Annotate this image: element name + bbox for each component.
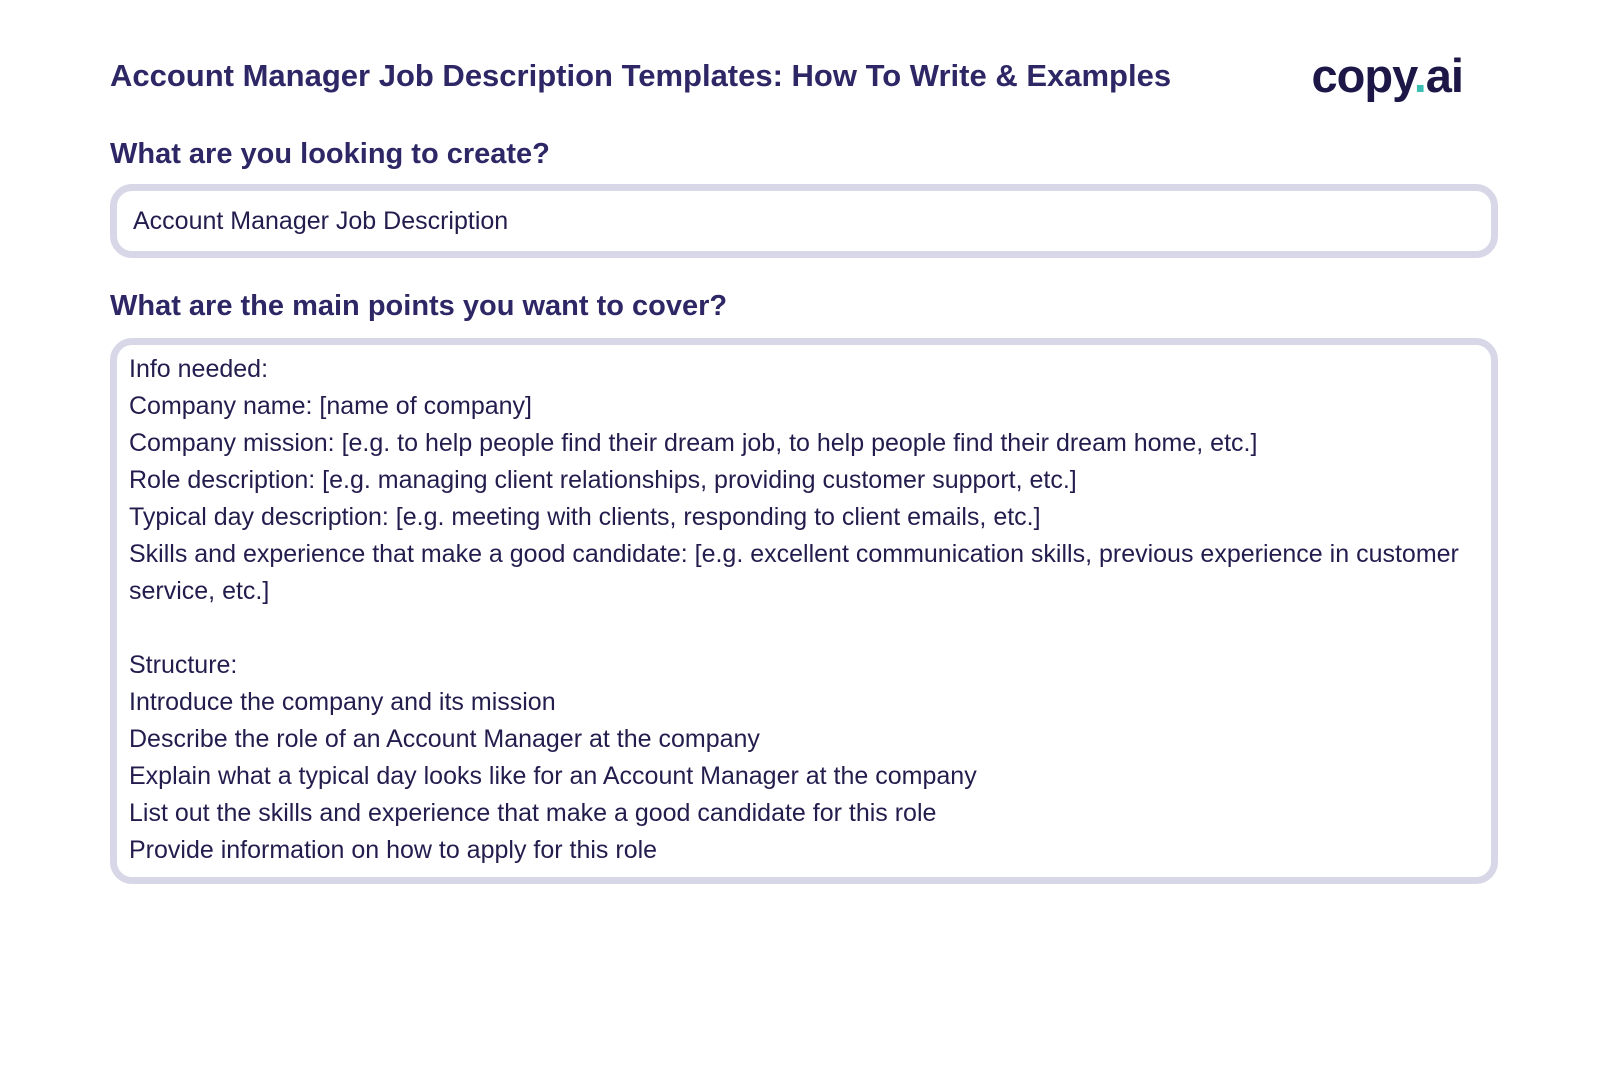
main-points-textarea[interactable]: Info needed: Company name: [name of company] Company mission: [e.g. to help people find their dream job, to help people find their dream home, etc.] Role description: [e.g. managing client relationships, providing customer support, etc.] Typical day description: [e.g. meeting with clients, responding to client emails, etc.] Skills and experience that make a good candidate: [e.g. excellent communication skills, previous experience in customer service, etc.] Structure: Introduce the company and its mission Describe the role of an Account Manager at the company Explain what a typical day looks like for an Account Manager at the company List out the skills and experience that make a good candidate for this role Provide information on how to apply for this role — [110, 338, 1498, 884]
page-title: Account Manager Job Description Templates: How To Write & Examples — [110, 58, 1172, 93]
logo-dot: . — [1413, 49, 1426, 102]
copy-ai-logo — [1312, 46, 1463, 106]
create-input[interactable]: Account Manager Job Description — [110, 184, 1498, 258]
main-points-question-label: What are the main points you want to cover? — [110, 290, 728, 322]
create-question-label: What are you looking to create? — [110, 138, 550, 170]
logo-text-copy: copy — [1311, 49, 1414, 102]
logo-text-ai: ai — [1425, 49, 1463, 102]
